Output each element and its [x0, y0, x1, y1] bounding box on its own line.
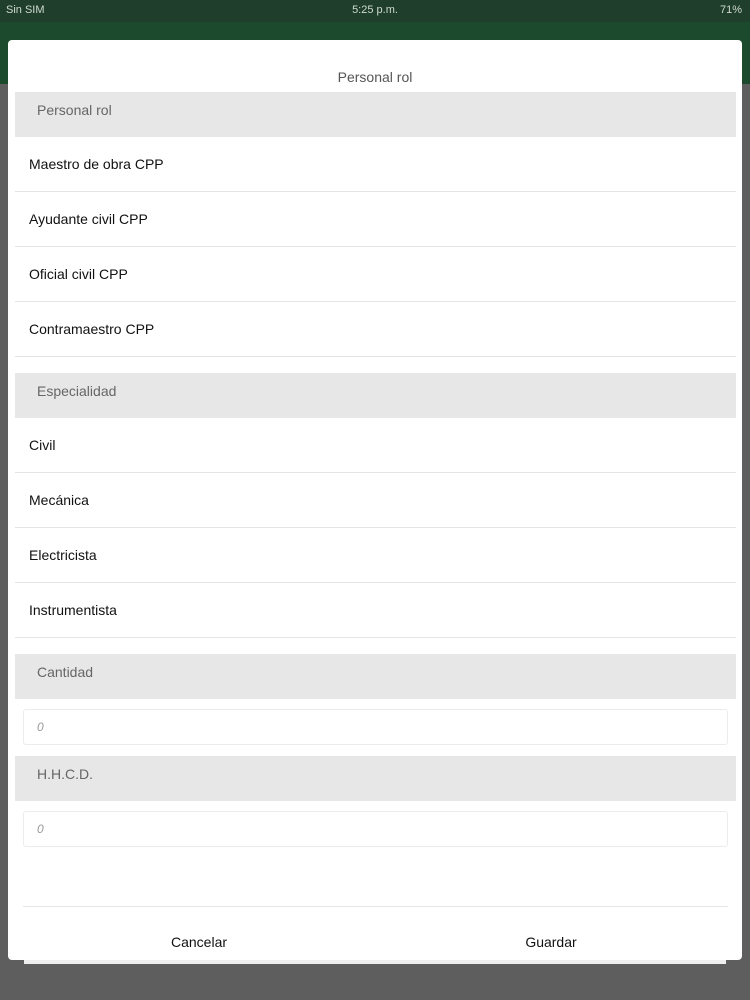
list-item-especialidad[interactable]: Mecánica — [15, 473, 736, 528]
list-item-especialidad[interactable]: Civil — [15, 418, 736, 473]
section-header-hhcd: H.H.C.D. — [15, 756, 736, 801]
cancel-button[interactable]: Cancelar — [23, 907, 375, 960]
list-item-personal-rol[interactable]: Contramaestro CPP — [15, 302, 736, 357]
status-bar — [0, 0, 750, 22]
personal-rol-modal — [8, 40, 742, 960]
modal-title: Personal rol — [337, 69, 413, 85]
status-time: 5:25 p.m. — [352, 4, 398, 16]
section-header-especialidad: Especialidad — [15, 373, 736, 418]
section-header-cantidad: Cantidad — [15, 654, 736, 699]
list-item-especialidad[interactable]: Instrumentista — [15, 583, 736, 638]
list-item-especialidad[interactable]: Electricista — [15, 528, 736, 583]
carrier-label: Sin SIM — [6, 4, 45, 16]
battery-label: 71% — [719, 4, 742, 16]
list-item-personal-rol[interactable]: Ayudante civil CPP — [15, 192, 736, 247]
list-item-personal-rol[interactable]: Oficial civil CPP — [15, 247, 736, 302]
list-item-personal-rol[interactable]: Maestro de obra CPP — [15, 137, 736, 192]
save-button[interactable]: Guardar — [375, 907, 727, 960]
section-header-personal-rol: Personal rol — [15, 92, 736, 137]
cantidad-input[interactable] — [23, 709, 728, 745]
hhcd-input[interactable] — [23, 811, 728, 847]
